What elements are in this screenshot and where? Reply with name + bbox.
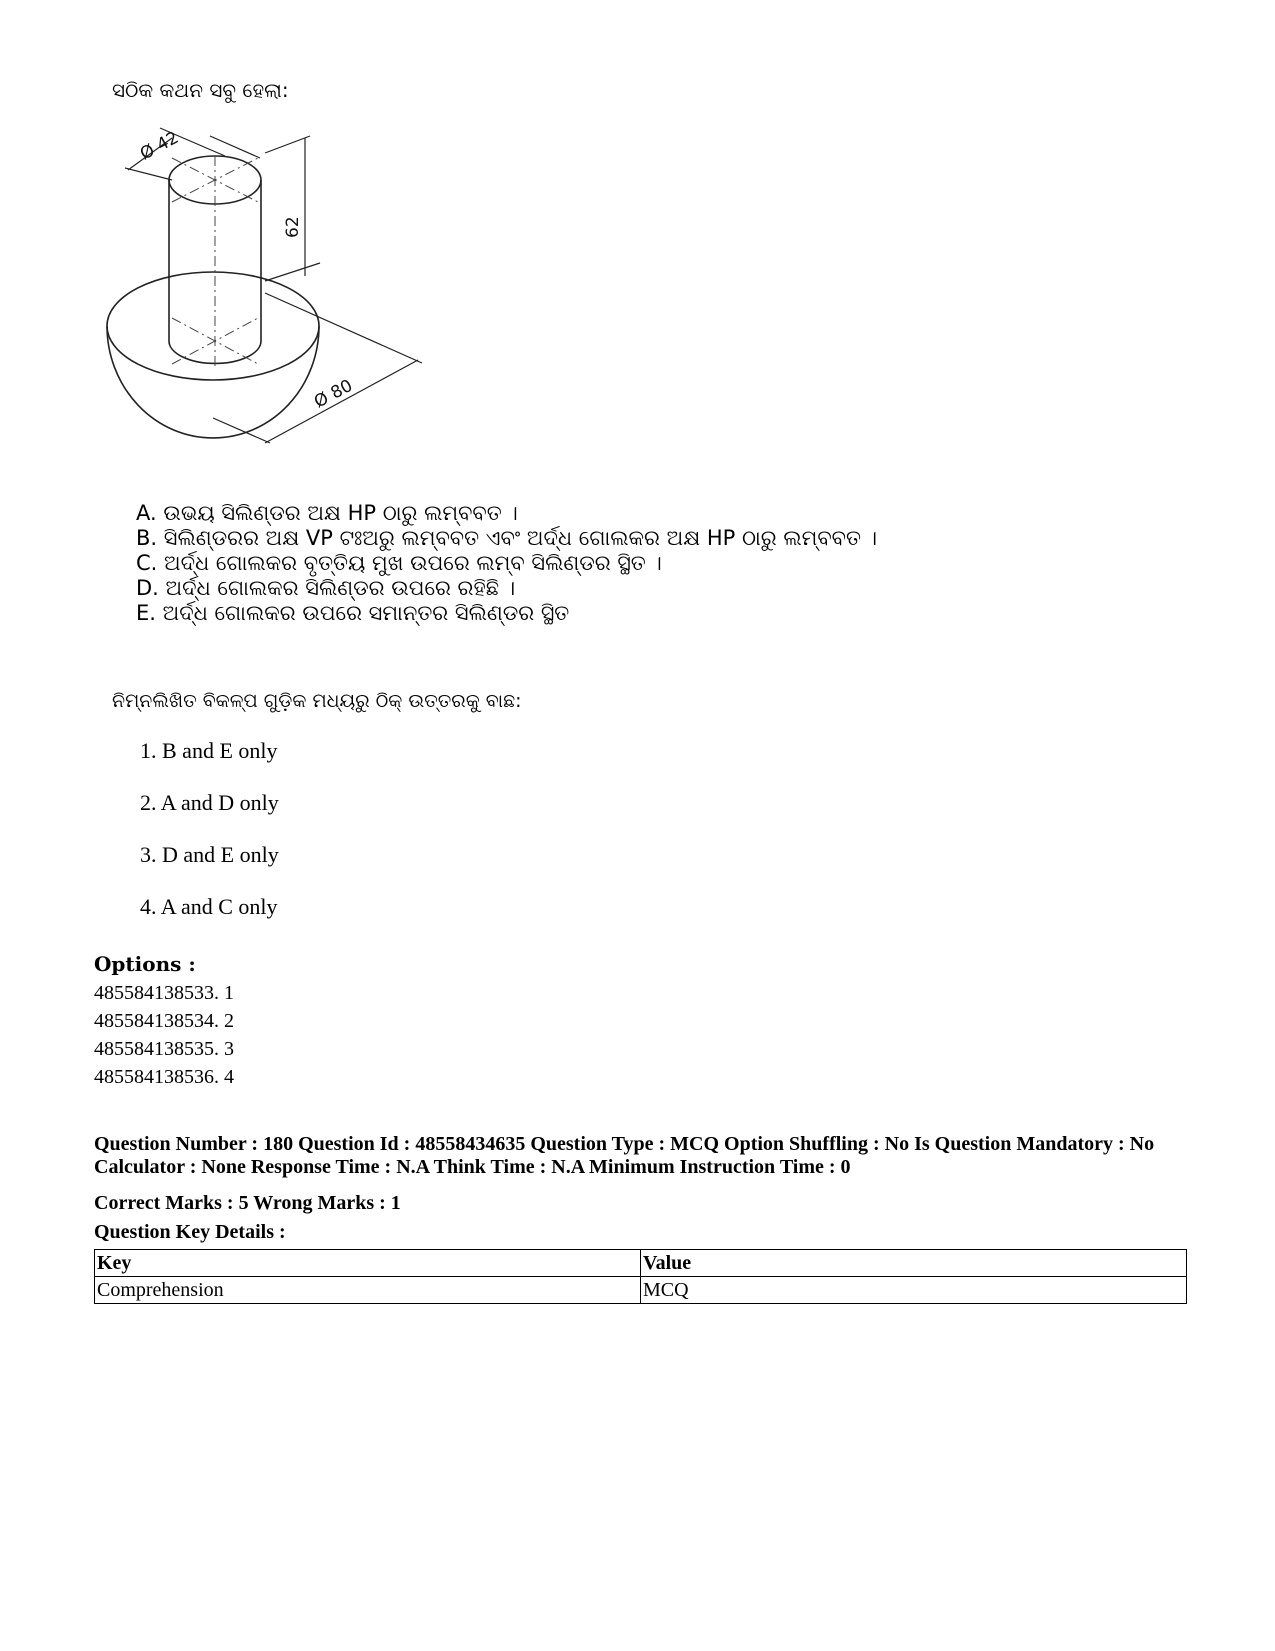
option-item-3: 485584138535. 3 bbox=[94, 1038, 234, 1060]
choice-4: 4. A and C only bbox=[140, 894, 278, 919]
table-cell-value: MCQ bbox=[641, 1277, 1187, 1304]
table-cell-key: Comprehension bbox=[95, 1277, 641, 1304]
question-stem: ସଠିକ କଥନ ସବୁ ହେଲା: bbox=[112, 78, 289, 102]
table-header-key: Key bbox=[95, 1250, 641, 1277]
choice-3: 3. D and E only bbox=[140, 842, 279, 867]
hemisphere-bowl bbox=[107, 326, 319, 438]
key-details-label: Question Key Details : bbox=[94, 1221, 286, 1243]
key-details-table bbox=[94, 1249, 1187, 1304]
choice-2: 2. A and D only bbox=[140, 790, 279, 815]
statement-d: D. ଅର୍ଦ୍ଧ ଗୋଲକର ସିଲିଣ୍ଡର ଉପରେ ରହିଛି । bbox=[136, 576, 516, 600]
option-item-2: 485584138534. 2 bbox=[94, 1010, 234, 1032]
statement-a: A. ଉଭୟ ସିଲିଣ୍ଡର ଅକ୍ଷ HP ଠାରୁ ଲମ୍ବବତ । bbox=[136, 501, 518, 525]
question-meta: Question Number : 180 Question Id : 48558434635 Question Type : MCQ Option Shuffling : No Is Question Mandatory : No Calculator : None Response Time : N.A Think Time : N.A Minimum Instruction Time : 0 bbox=[94, 1133, 1155, 1178]
statement-b: B. ସିଲିଣ୍ଡରର ଅକ୍ଷ VP ଟଃଅରୁ ଲମ୍ବବତ ଏବଂ ଅର୍ଦ୍ଧ ଗୋଲକର ଅକ୍ଷ HP ଠାରୁ ଲମ୍ବବତ । bbox=[136, 526, 878, 550]
table-header-row bbox=[95, 1250, 1187, 1277]
table-header-value: Value bbox=[641, 1250, 1187, 1277]
cylinder-hemisphere-figure bbox=[100, 118, 440, 468]
instruction: ନିମ୍ନଲିଖିତ ବିକଳ୍ପ ଗୁଡ଼ିକ ମଧ୍ୟରୁ ଠିକ୍ ଉତ୍ତରକୁ ବାଛ: bbox=[112, 690, 522, 712]
marks-line: Correct Marks : 5 Wrong Marks : 1 bbox=[94, 1192, 401, 1214]
option-item-4: 485584138536. 4 bbox=[94, 1066, 234, 1088]
label-height: 62 bbox=[283, 216, 303, 238]
table-row bbox=[95, 1277, 1187, 1304]
statement-e: E. ଅର୍ଦ୍ଧ ଗୋଲକର ଉପରେ ସମାନ୍ତର ସିଲିଣ୍ଡର ସ୍ଥିତ bbox=[136, 601, 570, 625]
label-diameter-top: Ø 42 bbox=[136, 127, 183, 165]
choice-1: 1. B and E only bbox=[140, 738, 278, 763]
label-diameter-base: Ø 80 bbox=[310, 375, 357, 413]
statement-c: C. ଅର୍ଦ୍ଧ ଗୋଲକର ବୃତ୍ତିୟ ମୁଖ ଉପରେ ଲମ୍ବ ସିଲିଣ୍ଡର ସ୍ଥିତ । bbox=[136, 551, 662, 575]
options-label: Options : bbox=[94, 952, 196, 976]
option-item-1: 485584138533. 1 bbox=[94, 982, 234, 1004]
